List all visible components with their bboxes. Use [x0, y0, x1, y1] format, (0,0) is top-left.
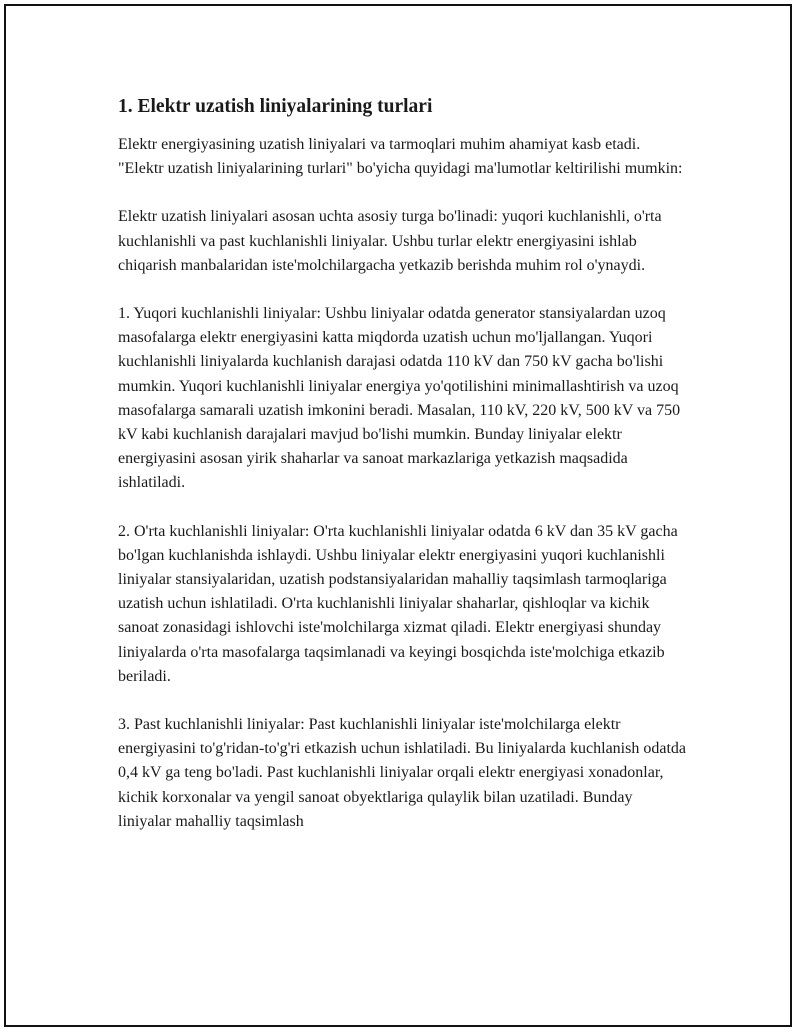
high-voltage-paragraph: 1. Yuqori kuchlanishli liniyalar: Ushbu liniyalar odatda generator stansiyalardan uzoq masofalarga elektr energiyasini katta miqdorda uzatish uchun mo'ljallangan. Yuqori kuchlanishli liniyalarda kuchlanish darajasi odatda 110 kV dan 750 kV gacha bo'lishi mumkin. Yuqori kuchlanishli liniyalar energiya yo'qotilishini minimallashtirish va uzoq masofalarga samarali uzatish imkonini beradi. Masalan, 110 kV, 220 kV, 500 kV va 750 kV kabi kuchlanish darajalari mavjud bo'lishi mumkin. Bunday liniyalar elektr energiyasini asosan yirik shaharlar va sanoat markazlariga yetkazish maqsadida ishlatiladi.	[118, 305, 681, 492]
intro-paragraph: Elektr energiyasining uzatish liniyalari va tarmoqlari muhim ahamiyat kasb etadi. "Elektr uzatish liniyalarining turlari" bo'yicha quyidagi ma'lumotlar keltirilishi mumkin:	[118, 136, 683, 178]
medium-voltage-paragraph: 2. O'rta kuchlanishli liniyalar: O'rta kuchlanishli liniyalar odatda 6 kV dan 35 kV gacha bo'lgan kuchlanishda ishlaydi. Ushbu liniyalar elektr energiyasini yuqori kuchlanishli liniyalar stansiyalaridan, uzatish podstansiyalaridan mahalliy taqsimlash tarmoqlariga uzatish uchun ishlatiladi. O'rta kuchlanishli liniyalar shaharlar, qishloqlar va kichik sanoat zonasidagi ishlovchi iste'molchilarga xizmat qiladi. Elektr energiyasi shunday liniyalarda o'rta masofalarga taqsimlanadi va keyingi bosqichda iste'molchiga etkazib beriladi.	[118, 522, 678, 685]
document-body	[118, 95, 688, 834]
section-heading: 1. Elektr uzatish liniyalarining turlari	[118, 96, 433, 117]
low-voltage-paragraph: 3. Past kuchlanishli liniyalar: Past kuchlanishli liniyalar iste'molchilarga elektr energiyasini to'g'ridan-to'g'ri etkazish uchun ishlatiladi. Bu liniyalarda kuchlanish odatda 0,4 kV ga teng bo'ladi. Past kuchlanishli liniyalar orqali elektr energiyasi xonadonlar, kichik korxonalar va yengil sanoat obyektlariga qulaylik bilan uzatiladi. Bunday liniyalar mahalliy taqsimlash	[118, 716, 686, 830]
types-overview-paragraph: Elektr uzatish liniyalari asosan uchta asosiy turga bo'linadi: yuqori kuchlanishli, o'rta kuchlanishli va past kuchlanishli liniyalar. Ushbu turlar elektr energiyasini ishlab chiqarish manbalaridan iste'molchilargacha yetkazib berishda muhim rol o'ynaydi.	[118, 208, 662, 274]
